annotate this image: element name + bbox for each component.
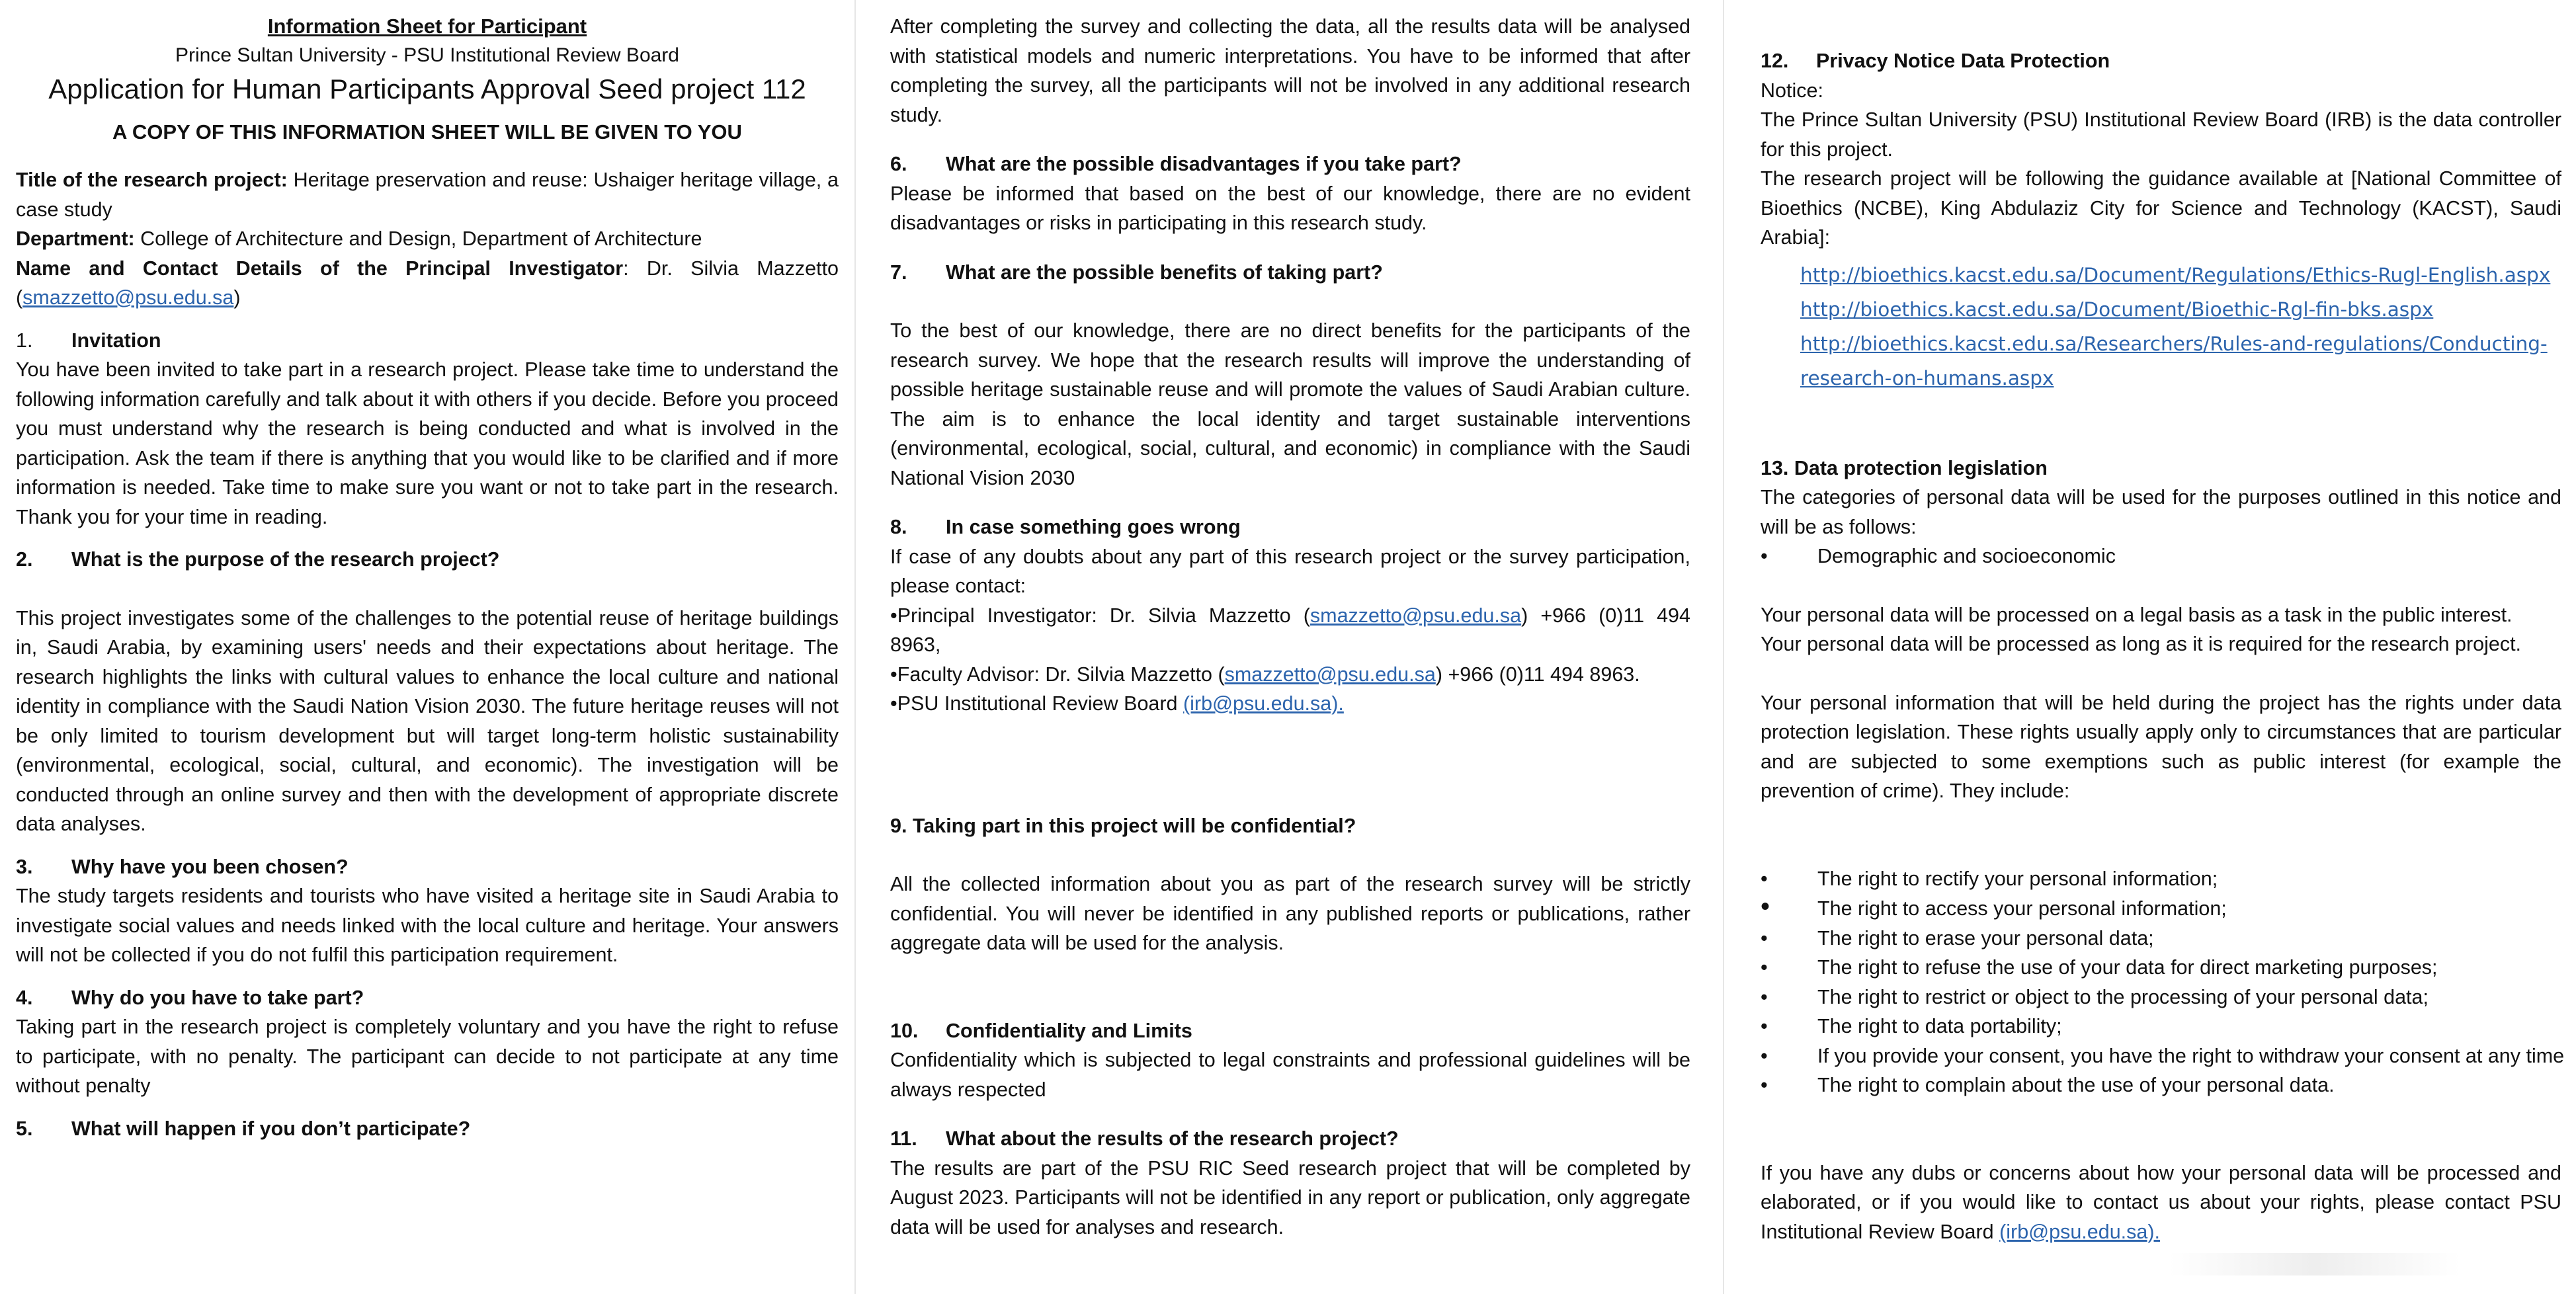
list-item (1761, 1071, 2561, 1100)
list-item (1761, 1012, 2561, 1041)
pi-close: ) (233, 286, 241, 309)
section-4-title: Why do you have to take part? (71, 986, 364, 1009)
department-value: College of Architecture and Design, Department of Architecture (134, 227, 702, 250)
closing-paragraph (1761, 1158, 2561, 1247)
bullet-glyph: • (1761, 1074, 1768, 1096)
project-title-line (16, 165, 839, 224)
pi-line (16, 254, 839, 313)
project-title-label: Title of the research project: (16, 169, 288, 191)
board-name: Prince Sultan University - PSU Institutional Review Board (175, 44, 679, 66)
ncbe-link-1[interactable]: http://bioethics.kacst.edu.sa/Document/Regulations/Ethics-Rugl-English.aspx (1800, 263, 2551, 286)
ncbe-link-2[interactable]: http://bioethics.kacst.edu.sa/Document/Bioethic-Rgl-fin-bks.aspx (1800, 298, 2434, 321)
contact-irb-pre: PSU Institutional Review Board (897, 692, 1183, 715)
section-11-heading (890, 1124, 1690, 1154)
right-text: The right to restrict or object to the processing of your personal data; (1817, 985, 2429, 1008)
section-3-body: The study targets residents and tourists who have visited a heritage site in Saudi Arabia to investigate social values and needs linked with the local culture and heritage. Your answers will not be collected if you do not fulfil this participation requirement. (16, 885, 839, 966)
copy-banner: A COPY OF THIS INFORMATION SHEET WILL BE GIVEN TO YOU (112, 120, 742, 143)
project-title-value: Heritage preservation and reuse: Ushaiger heritage village, a case study (16, 169, 839, 221)
legal-basis-1: Your personal data will be processed on a legal basis as a task in the public interest. (1761, 603, 2513, 626)
right-text: The right to access your personal information; (1817, 897, 2227, 920)
section-10-number: 10. (890, 1019, 919, 1042)
section-11-title: What about the results of the research project? (946, 1127, 1399, 1150)
section-12-title: Privacy Notice Data Protection (1816, 50, 2110, 72)
section-2-body: This project investigates some of the challenges to the potential reuse of heritage buildings in, Saudi Arabia, by examining users' needs and their expectations about heritage. The research highlights the links with cultural values to enhance the local culture and national identity in compliance with the Saudi Nation Vision 2030. The future heritage reuses will not be only limited to tourism development but will target long-term holistic sustainability (environmental, ecological, social, cultural, and economic). The investigation will be conducted through an online survey and then with the development of appropriate discrete data analyses. (16, 606, 839, 835)
section-12-body-2: The research project will be following the guidance available at [National Committee of Bioethics (NCBE), King Abdulaziz City for Science and Technology (KACST), Saudi Arabia]: (1761, 167, 2561, 249)
contact-irb-email-link[interactable]: (irb@psu.edu.sa). (1183, 692, 1344, 715)
bullet-glyph: • (890, 604, 897, 627)
right-text: The right to complain about the use of your personal data. (1817, 1074, 2335, 1096)
bullet-glyph: • (1761, 867, 1768, 890)
notice-label: Notice: (1761, 79, 1823, 102)
bullet-glyph: • (1761, 892, 1770, 921)
section-10-title: Confidentiality and Limits (946, 1019, 1192, 1042)
ncbe-link-3[interactable]: http://bioethics.kacst.edu.sa/Researchers/Rules-and-regulations/Conducting-research-on-humans.aspx (1800, 332, 2548, 389)
section-12-body-1: The Prince Sultan University (PSU) Institutional Review Board (IRB) is the data controller for this project. (1761, 108, 2561, 161)
faint-watermark (2169, 1253, 2460, 1275)
section-6-title: What are the possible disadvantages if you take part? (946, 153, 1462, 175)
right-text: The right to erase your personal data; (1817, 926, 2154, 950)
section-13-intro: The categories of personal data will be used for the purposes outlined in this notice and will be as follows: (1761, 486, 2561, 538)
section-2-title: What is the purpose of the research project? (71, 548, 500, 571)
bullet-glyph: • (1761, 1044, 1768, 1067)
section-1-number: 1. (16, 329, 33, 352)
section-8-title: In case something goes wrong (946, 516, 1241, 538)
bullet-glyph: • (890, 663, 897, 686)
contact-advisor-item (890, 660, 1690, 690)
closing-irb-email-link[interactable]: (irb@psu.edu.sa). (1999, 1220, 2160, 1243)
section-3-number: 3. (16, 855, 33, 878)
list-item (1761, 893, 2561, 924)
section-4-body: Taking part in the research project is completely voluntary and you have the right to refuse to participate, with no penalty. The participant can decide to not participate at any time without penalty (16, 1016, 839, 1097)
department-label: Department: (16, 227, 135, 250)
bullet-glyph: • (890, 692, 897, 715)
section-5-title: What will happen if you don’t participate? (71, 1117, 471, 1140)
section-7-heading (890, 258, 1690, 288)
section-1-body: You have been invited to take part in a research project. Please take time to understand the following information carefully and talk about it with others if you decide. Before you proceed you must understand why the research is being conducted and what is involved in the participation. Ask the team if there is anything that you would like to be clarified and if more information is needed. Take time to make sure you want or not to take part in the research. Thank you for your time in reading. (16, 358, 839, 528)
section-9-body: All the collected information about you as part of the research survey will be strictly confidential. You will never be identified in any published reports or publications, rather aggregate data will be used for the analysis. (890, 873, 1690, 954)
contact-pi-email-link[interactable]: smazzetto@psu.edu.sa (1309, 604, 1522, 627)
category-text: Demographic and socioeconomic (1817, 545, 2116, 567)
section-7-body: To the best of our knowledge, there are no direct benefits for the participants of the research survey. We hope that the research results will improve the understanding of possible heritage sustainable reuse and will promote the values of Saudi Arabian culture. The aim is to enhance the local identity and target sustainable interventions (environmental, ecological, social, cultural, and economic) in compliance with the Saudi National Vision 2030 (890, 319, 1690, 489)
list-item (1761, 924, 2561, 953)
contact-irb-item (890, 689, 1690, 719)
contact-pi-item (890, 601, 1690, 660)
right-text: The right to data portability; (1817, 1015, 2062, 1037)
section-12-number: 12. (1761, 50, 1789, 72)
section-5-body: After completing the survey and collecting the data, all the results data will be analysed with statistical models and numeric interpretations. You have to be informed that after completing the survey, all the participants will not be involved in any additional research study. (890, 15, 1690, 126)
bullet-glyph: • (1761, 1015, 1768, 1037)
section-8-number: 8. (890, 516, 907, 538)
list-item (1761, 1041, 2565, 1071)
section-6-body: Please be informed that based on the best of our knowledge, there are no evident disadvantages or risks in participating in this research study. (890, 182, 1690, 234)
column-divider (1723, 0, 1724, 1294)
list-item (1761, 864, 2561, 894)
contact-pi-post: ) +966 (0)11 494 8963, (890, 604, 1690, 656)
list-item (1761, 953, 2561, 983)
section-6-number: 6. (890, 153, 907, 175)
section-2-heading (16, 545, 839, 575)
closing-text: If you have any dubs or concerns about how your personal data will be processed and elaborated, or if you would like to contact us about your rights, please contact PSU Institutional Review Board (1761, 1161, 2561, 1243)
document-title: Information Sheet for Participant (267, 15, 587, 38)
bullet-glyph: • (1761, 926, 1768, 950)
pi-email-link[interactable]: smazzetto@psu.edu.sa (22, 286, 234, 309)
contact-pi-pre: Principal Investigator: Dr. Silvia Mazzetto ( (897, 604, 1310, 627)
contact-advisor-pre: Faculty Advisor: Dr. Silvia Mazzetto ( (897, 663, 1225, 686)
section-9-heading: 9. Taking part in this project will be confidential? (890, 814, 1356, 837)
rights-intro: Your personal information that will be held during the project has the rights under data protection legislation. These rights usually apply only to circumstances that are particular and are subjected to some exemptions such as public interest (for example the prevention of crime). They include: (1761, 691, 2561, 802)
right-text: If you provide your consent, you have the right to withdraw your consent at any time (1817, 1044, 2565, 1067)
section-3-title: Why have you been chosen? (71, 855, 349, 878)
section-13-heading: 13. Data protection legislation (1761, 456, 2048, 479)
right-text: The right to refuse the use of your data for direct marketing purposes; (1817, 956, 2438, 979)
section-11-body: The results are part of the PSU RIC Seed research project that will be completed by August 2023. Participants will not be identified in any report or publication, only aggregate data will be used for analyses and research. (890, 1156, 1690, 1238)
section-2-number: 2. (16, 548, 33, 571)
section-6-heading (890, 149, 1690, 179)
application-title: Application for Human Participants Approval Seed project 112 (48, 73, 806, 104)
section-5-heading (16, 1114, 839, 1144)
column-right (1727, 0, 2576, 1294)
pi-value: : Dr. Silvia Mazzetto ( (16, 257, 839, 309)
section-10-body: Confidentiality which is subjected to legal constraints and professional guidelines will be always respected (890, 1049, 1690, 1101)
contact-advisor-email-link[interactable]: smazzetto@psu.edu.sa (1224, 663, 1436, 686)
list-item (1761, 983, 2561, 1012)
column-left (0, 0, 853, 1294)
section-10-heading (890, 1016, 1690, 1046)
section-8-heading (890, 512, 1690, 542)
contact-advisor-post: ) +966 (0)11 494 8963. (1435, 663, 1640, 686)
section-7-title: What are the possible benefits of taking part? (946, 261, 1383, 284)
pi-label: Name and Contact Details of the Principal Investigator (16, 257, 624, 280)
section-4-number: 4. (16, 986, 33, 1009)
bullet-glyph: • (1761, 985, 1768, 1008)
section-1-title: Invitation (71, 329, 161, 352)
column-divider (854, 0, 856, 1294)
section-1-heading (16, 326, 839, 356)
column-middle (860, 0, 1720, 1294)
bullet-glyph: • (1761, 956, 1768, 979)
right-text: The right to rectify your personal information; (1817, 867, 2218, 890)
category-item (1761, 542, 2561, 571)
rights-list (1761, 864, 2565, 1100)
section-12-heading (1761, 46, 2561, 76)
section-4-heading (16, 983, 839, 1013)
section-11-number: 11. (890, 1127, 917, 1150)
bullet-glyph: • (1761, 545, 1768, 567)
department-line (16, 224, 839, 254)
legal-basis-2: Your personal data will be processed as long as it is required for the research project. (1761, 633, 2522, 655)
section-3-heading (16, 852, 839, 882)
section-5-number: 5. (16, 1117, 33, 1140)
section-8-intro: If case of any doubts about any part of this research project or the survey participation, please contact: (890, 545, 1690, 597)
section-7-number: 7. (890, 261, 907, 284)
